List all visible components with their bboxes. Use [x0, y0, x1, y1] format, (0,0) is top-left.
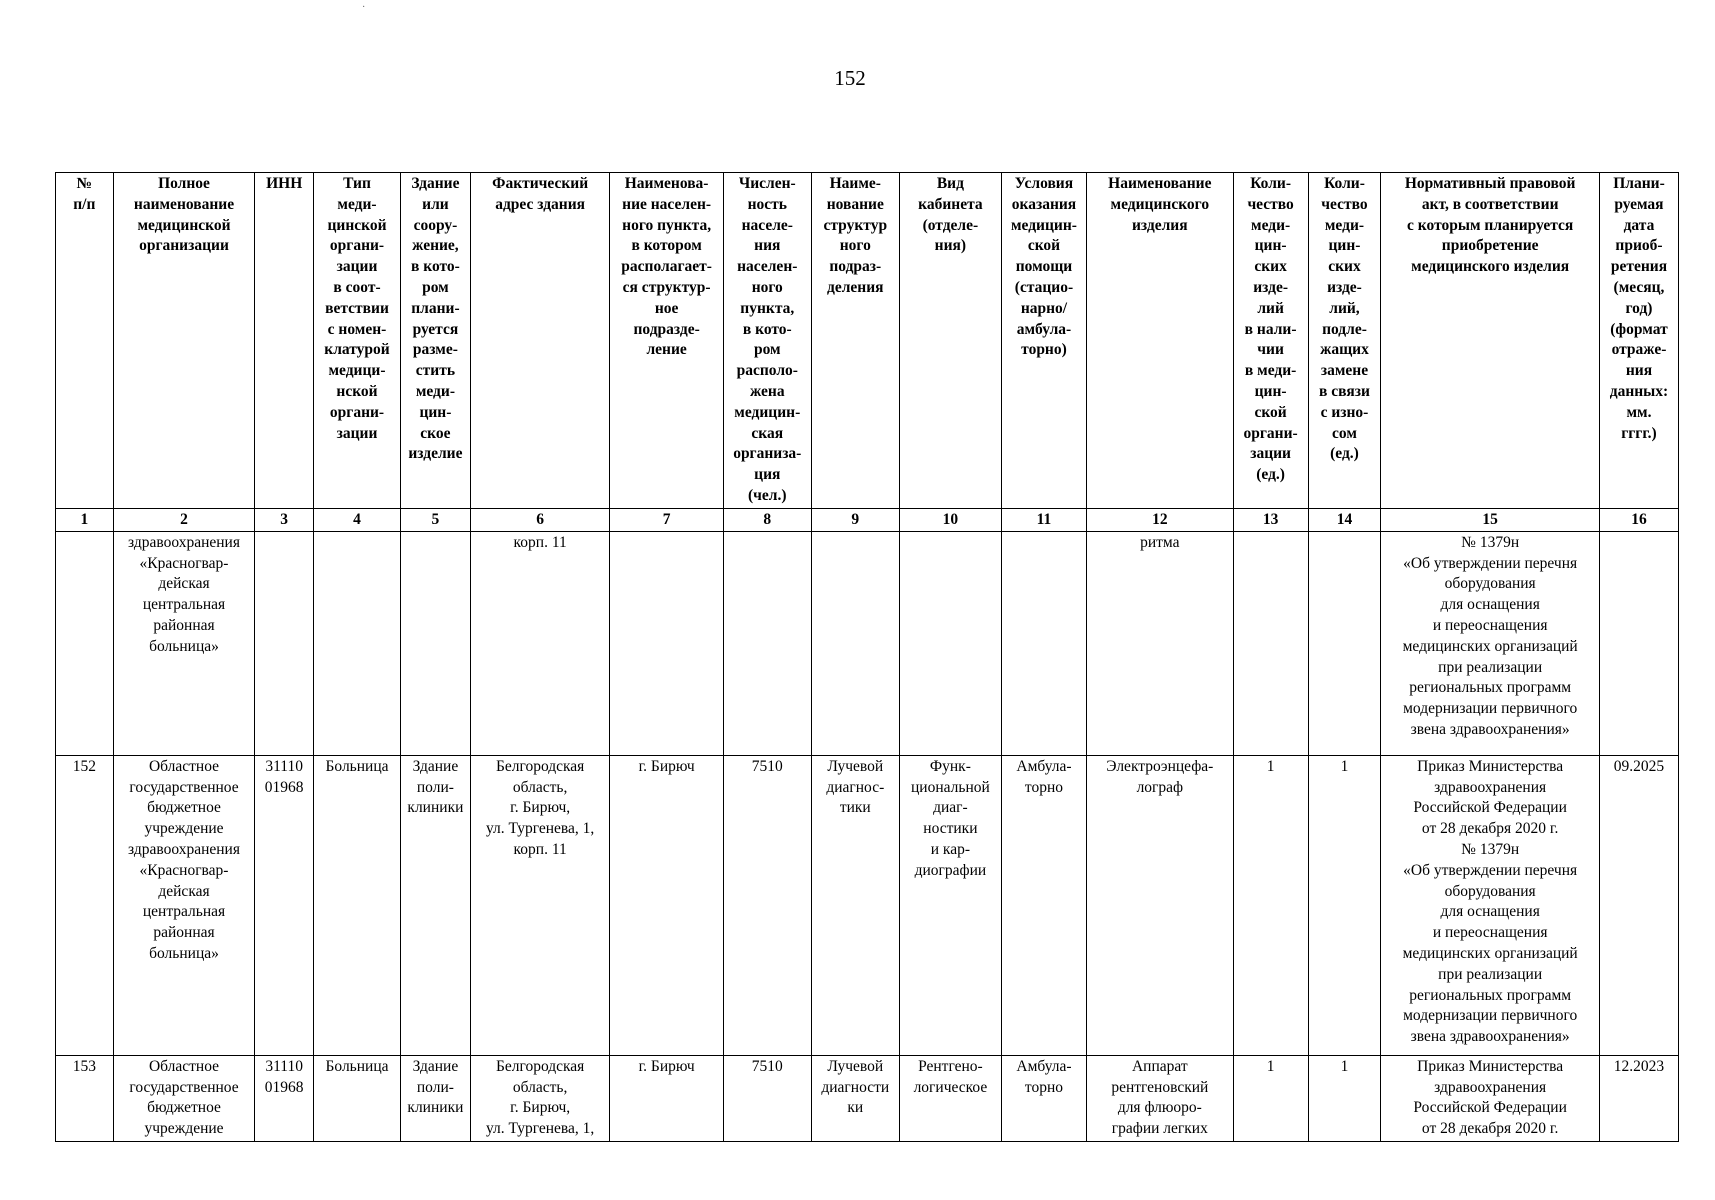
table-cell: Областное государственное бюджетное учреждение здравоохранения «Красногвар- дейская центральная районная больница»: [113, 755, 255, 1055]
table-cell: Рентгено- логическое: [899, 1055, 1001, 1141]
column-number: 16: [1599, 508, 1678, 531]
table-cell: [1308, 531, 1381, 755]
table-cell: 152: [56, 755, 114, 1055]
column-number: 1: [56, 508, 114, 531]
table-cell: 7510: [723, 755, 811, 1055]
column-number: 13: [1233, 508, 1308, 531]
table-cell: 31110 01968: [255, 755, 314, 1055]
table-cell: 31110 01968: [255, 1055, 314, 1141]
table-cell: [610, 531, 723, 755]
column-number: 9: [811, 508, 899, 531]
column-header: Условия оказания медицин- ской помощи (стацио- нарно/ амбула- торно): [1001, 173, 1086, 509]
column-number: 14: [1308, 508, 1381, 531]
table-cell: 153: [56, 1055, 114, 1141]
column-header: Тип меди- цинской органи- зации в соот- ветствии с номен- клатурой медици- нской органи- зации: [314, 173, 401, 509]
column-number: 6: [470, 508, 610, 531]
table-cell: г. Бирюч: [610, 755, 723, 1055]
table-cell: 12.2023: [1599, 1055, 1678, 1141]
column-header: Числен- ность населе- ния населен- ного пункта, в кото- ром располо- жена медицин- ская организа- ция (чел.): [723, 173, 811, 509]
column-header: Коли- чество меди- цин- ских изде- лий в нали- чии в меди- цин- ской органи- зации (ед.): [1233, 173, 1308, 509]
table-cell: 1: [1233, 755, 1308, 1055]
table-row: [56, 755, 1679, 1055]
table-cell: 1: [1308, 755, 1381, 1055]
column-number: 2: [113, 508, 255, 531]
table-cell: [401, 531, 471, 755]
table-cell: [1599, 531, 1678, 755]
table-cell: Больница: [314, 1055, 401, 1141]
column-header: Коли- чество меди- цин- ских изде- лий, подле- жащих замене в связи с изно- сом (ед.): [1308, 173, 1381, 509]
table-cell: 1: [1233, 1055, 1308, 1141]
column-number: 10: [899, 508, 1001, 531]
column-header: Наименование медицинского изделия: [1086, 173, 1233, 509]
table-cell: ритма: [1086, 531, 1233, 755]
column-number: 3: [255, 508, 314, 531]
table-cell: 7510: [723, 1055, 811, 1141]
table-cell: Приказ Министерства здравоохранения Российской Федерации от 28 декабря 2020 г. № 1379н «Об утверждении перечня оборудования для оснащения и переоснащения медицинских организаций при реализации региональных программ модернизации первичного звена здравоохранения»: [1381, 755, 1600, 1055]
column-number: 8: [723, 508, 811, 531]
table-cell: [1233, 531, 1308, 755]
table-cell: Лучевой диагности ки: [811, 1055, 899, 1141]
table-cell: [255, 531, 314, 755]
table-cell: [314, 531, 401, 755]
column-number: 5: [401, 508, 471, 531]
table-row: [56, 531, 1679, 755]
table-cell: Электроэнцефа- лограф: [1086, 755, 1233, 1055]
column-header: № п/п: [56, 173, 114, 509]
column-header: Вид кабинета (отделе- ния): [899, 173, 1001, 509]
table-cell: [811, 531, 899, 755]
table-row: [56, 1055, 1679, 1141]
table-cell: Лучевой диагнос- тики: [811, 755, 899, 1055]
table-cell: здравоохранения «Красногвар- дейская центральная районная больница»: [113, 531, 255, 755]
page-number: 152: [834, 66, 866, 90]
table-cell: г. Бирюч: [610, 1055, 723, 1141]
table-cell: Областное государственное бюджетное учреждение: [113, 1055, 255, 1141]
column-header: Плани- руемая дата приоб- ретения (месяц, год) (формат отраже- ния данных: мм. гггг.): [1599, 173, 1678, 509]
equipment-register-table: [55, 172, 1679, 1142]
scan-speck: ·: [362, 2, 366, 13]
column-header: ИНН: [255, 173, 314, 509]
table-cell: корп. 11: [470, 531, 610, 755]
column-number: 15: [1381, 508, 1600, 531]
column-number: 12: [1086, 508, 1233, 531]
column-number-row: [56, 508, 1679, 531]
column-number: 4: [314, 508, 401, 531]
column-number: 7: [610, 508, 723, 531]
table-cell: [723, 531, 811, 755]
table-cell: Амбула- торно: [1001, 755, 1086, 1055]
column-header: Наиме- нование структур ного подраз- деления: [811, 173, 899, 509]
table-cell: № 1379н «Об утверждении перечня оборудования для оснащения и переоснащения медицинских организаций при реализации региональных программ модернизации первичного звена здравоохранения»: [1381, 531, 1600, 755]
table-cell: [1001, 531, 1086, 755]
table-cell: Больница: [314, 755, 401, 1055]
header-row: [56, 173, 1679, 509]
table-cell: Приказ Министерства здравоохранения Российской Федерации от 28 декабря 2020 г.: [1381, 1055, 1600, 1141]
column-header: Наименова- ние населен- ного пункта, в котором располагает- ся структур- ное подразде- ление: [610, 173, 723, 509]
table-body: [56, 531, 1679, 1141]
table-cell: Белгородская область, г. Бирюч, ул. Тургенева, 1, корп. 11: [470, 755, 610, 1055]
table-cell: [56, 531, 114, 755]
table-cell: Аппарат рентгеновский для флюоро- графии легких: [1086, 1055, 1233, 1141]
column-header: Нормативный правовой акт, в соответствии с которым планируется приобретение медицинского изделия: [1381, 173, 1600, 509]
table-cell: Здание поли- клиники: [401, 1055, 471, 1141]
table-cell: 1: [1308, 1055, 1381, 1141]
column-header: Полное наименование медицинской организации: [113, 173, 255, 509]
column-header: Здание или соору- жение, в кото- ром плани- руется разме- стить меди- цин- ское изделие: [401, 173, 471, 509]
table-cell: [899, 531, 1001, 755]
table-cell: Здание поли- клиники: [401, 755, 471, 1055]
table-cell: 09.2025: [1599, 755, 1678, 1055]
column-header: Фактический адрес здания: [470, 173, 610, 509]
column-number: 11: [1001, 508, 1086, 531]
table-cell: Амбула- торно: [1001, 1055, 1086, 1141]
table-cell: Функ- циональной диаг- ностики и кар- диографии: [899, 755, 1001, 1055]
table-cell: Белгородская область, г. Бирюч, ул. Тургенева, 1,: [470, 1055, 610, 1141]
